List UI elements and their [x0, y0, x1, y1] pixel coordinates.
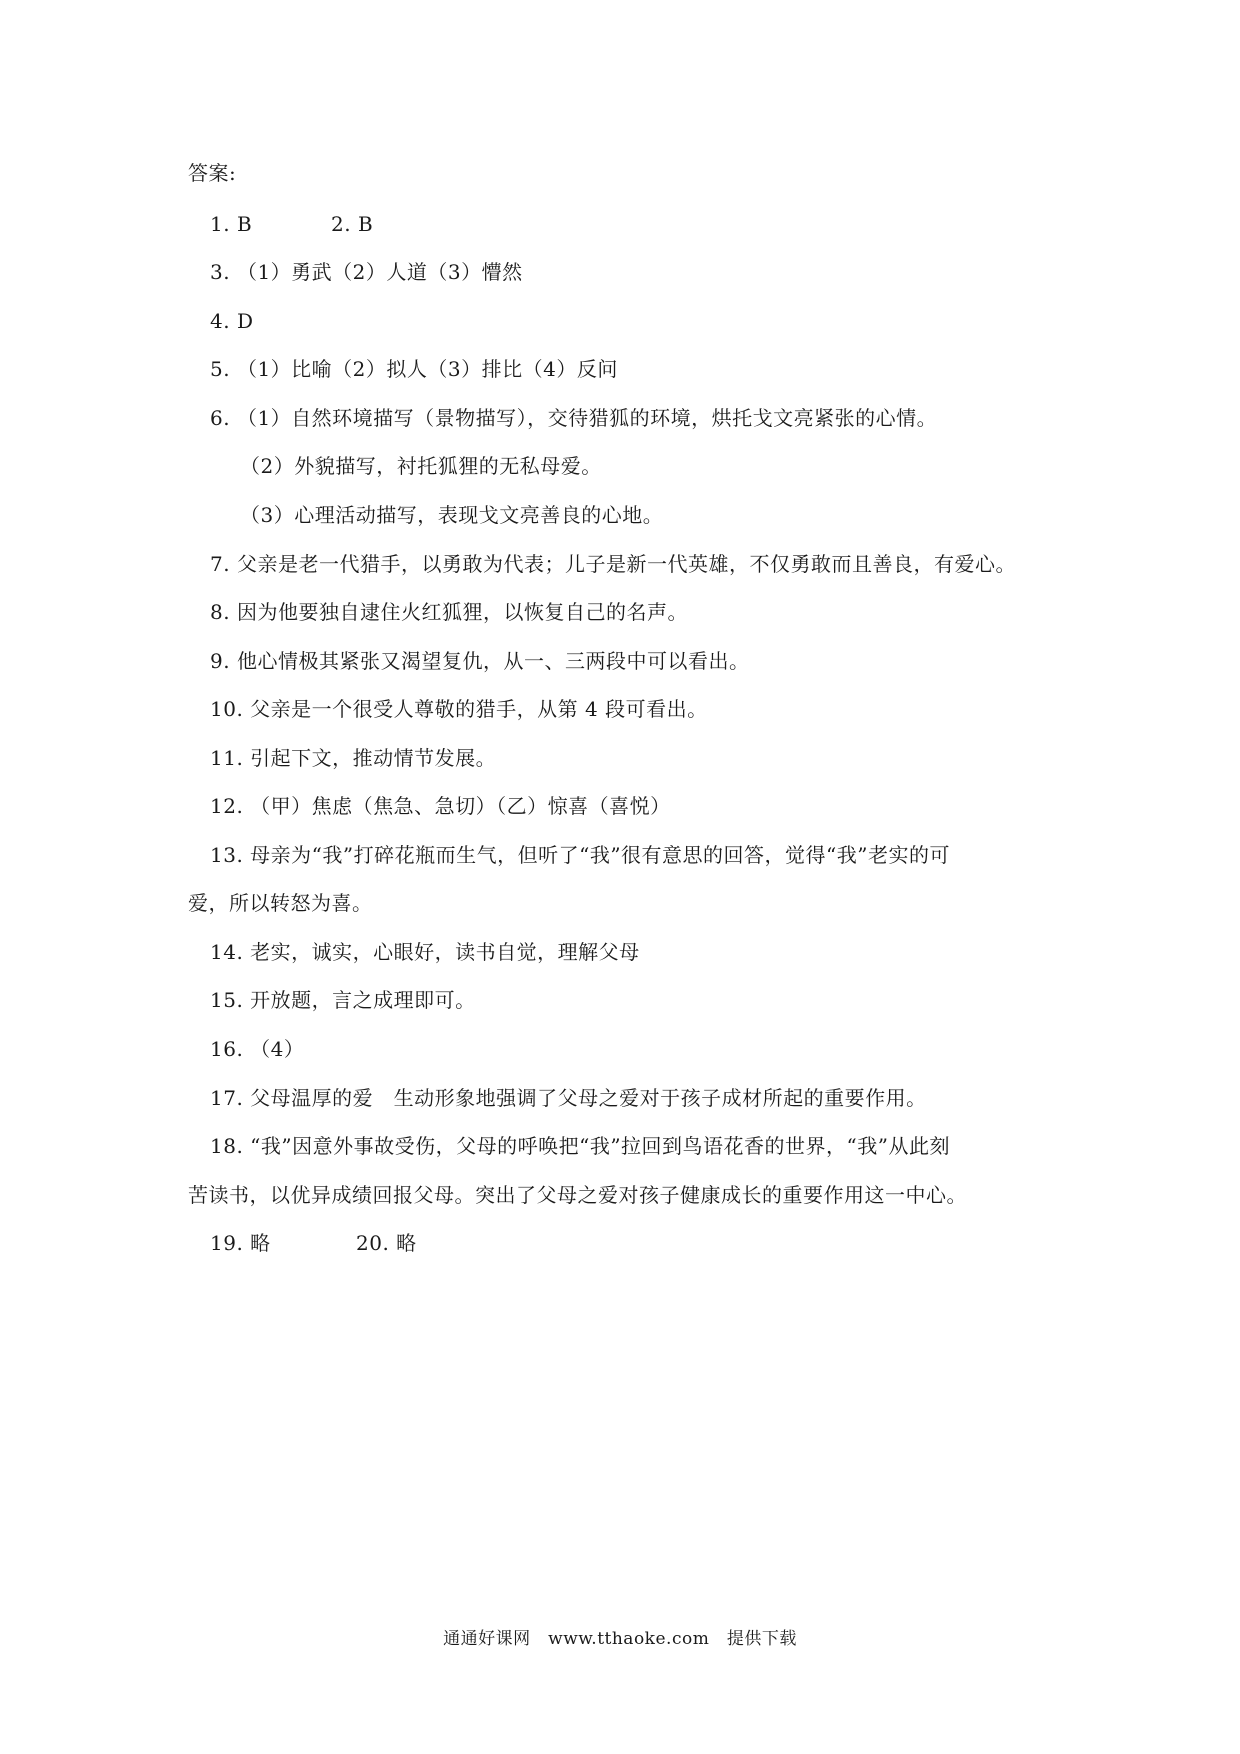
answer-12: 12. （甲）焦虑（焦急、急切）（乙）惊喜（喜悦）: [210, 794, 671, 818]
answer-18-line-2: 苦读书，以优异成绩回报父母。突出了父母之爱对孩子健康成长的重要作用这一中心。: [188, 1183, 967, 1207]
answer-15: 15. 开放题，言之成理即可。: [210, 988, 476, 1012]
answer-19: 19. 略: [210, 1231, 271, 1255]
answer-14: 14. 老实，诚实，心眼好，读书自觉，理解父母: [210, 940, 640, 964]
answer-17: 17. 父母温厚的爱 生动形象地强调了父母之爱对于孩子成材所起的重要作用。: [210, 1086, 927, 1110]
answer-20: 20. 略: [356, 1231, 417, 1255]
footer-credit: 通通好课网 www.tthaoke.com 提供下载: [443, 1629, 797, 1649]
answer-10: 10. 父亲是一个很受人尊敬的猎手，从第 4 段可看出。: [210, 697, 708, 721]
answer-6-part-3: （3）心理活动描写，表现戈文亮善良的心地。: [240, 503, 664, 527]
answer-6-part-2: （2）外貌描写，衬托狐狸的无私母爱。: [240, 454, 602, 478]
answer-16: 16. （4）: [210, 1037, 305, 1061]
answer-4: 4. D: [210, 309, 254, 333]
answer-11: 11. 引起下文，推动情节发展。: [210, 746, 497, 770]
answer-6-part-1: 6. （1）自然环境描写（景物描写），交待猎狐的环境，烘托戈文亮紧张的心情。: [210, 406, 938, 430]
answer-9: 9. 他心情极其紧张又渴望复仇，从一、三两段中可以看出。: [210, 649, 750, 673]
answer-13-line-2: 爱，所以转怒为喜。: [188, 891, 373, 915]
answer-2: 2. B: [331, 212, 374, 236]
answer-5: 5. （1）比喻（2）拟人（3）排比（4）反问: [210, 357, 618, 381]
answer-1: 1. B: [210, 212, 253, 236]
answer-18-line-1: 18. “我”因意外事故受伤，父母的呼唤把“我”拉回到鸟语花香的世界，“我”从此刻: [210, 1134, 951, 1158]
answers-heading: 答案:: [188, 161, 237, 185]
answer-13-line-1: 13. 母亲为“我”打碎花瓶而生气，但听了“我”很有意思的回答，觉得“我”老实的可: [210, 843, 951, 867]
answer-7: 7. 父亲是老一代猎手，以勇敢为代表；儿子是新一代英雄，不仅勇敢而且善良，有爱心。: [210, 552, 1016, 576]
answer-8: 8. 因为他要独自逮住火红狐狸，以恢复自己的名声。: [210, 600, 688, 624]
answer-3: 3. （1）勇武（2）人道（3）懵然: [210, 260, 523, 284]
